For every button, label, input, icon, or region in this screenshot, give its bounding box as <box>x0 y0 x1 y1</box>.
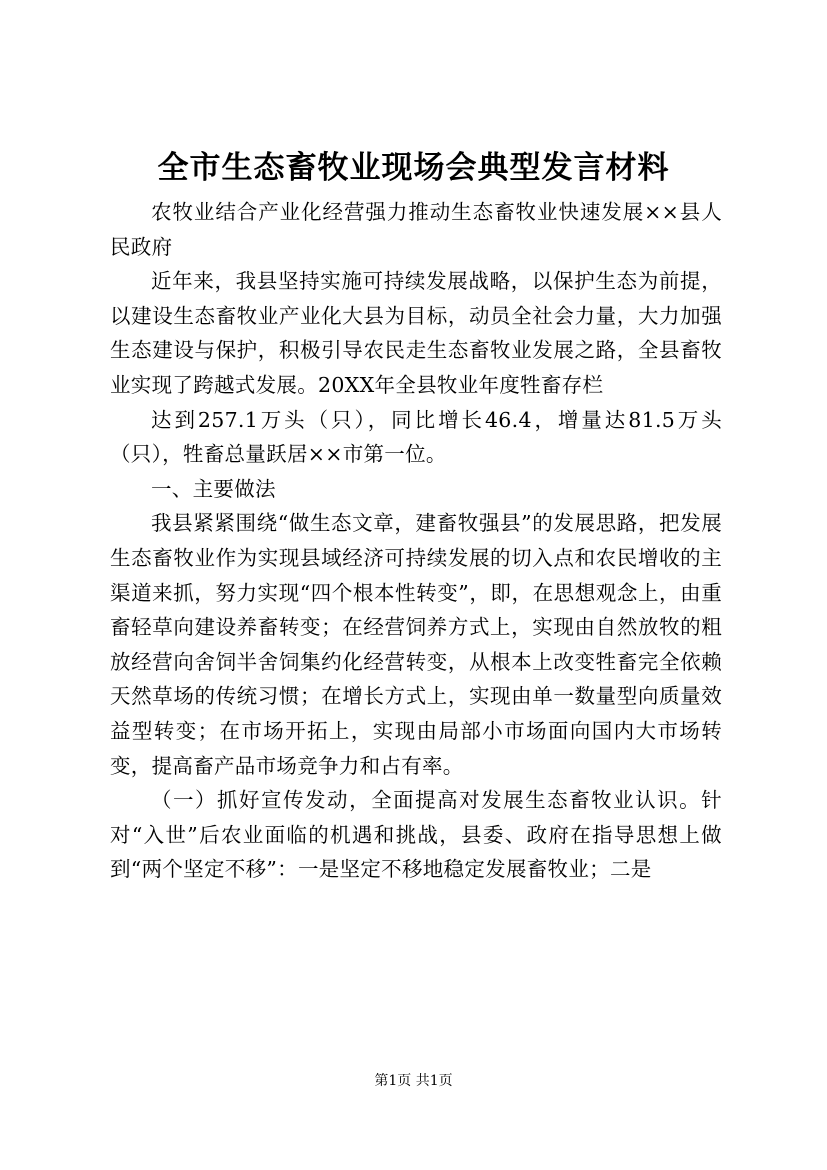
document-title: 全市生态畜牧业现场会典型发言材料 <box>157 150 670 186</box>
document-body <box>110 195 722 887</box>
paragraph-statistics: 达到257.1万头（只），同比增长46.4，增量达81.5万头（只），牲畜总量跃居××市第一位。 <box>110 407 722 467</box>
paragraph-intro: 近年来，我县坚持实施可持续发展战略，以保护生态为前提，以建设生态畜牧业产业化大县为目标，动员全社会力量，大力加强生态建设与保护，积极引导农民走生态畜牧业发展之路，全县畜牧业实现了跨越式发展。20XX年全县牧业年度牲畜存栏 <box>110 269 722 397</box>
paragraph-subtitle: 农牧业结合产业化经营强力推动生态畜牧业快速发展××县人民政府 <box>110 200 722 259</box>
paragraph-approach: 我县紧紧围绕“做生态文章，建畜牧强县”的发展思路，把发展生态畜牧业作为实现县域经济可持续发展的切入点和农民增收的主渠道来抓，努力实现“四个根本性转变”，即，在思想观念上，由重畜轻草向建设养畜转变；在经营饲养方式上，实现由自然放牧的粗放经营向舍饲半舍饲集约化经营转变，从根本上改变牲畜完全依赖天然草场的传统习惯；在增长方式上，实现由单一数量型向质量效益型转变；在市场开拓上，实现由局部小市场面向国内大市场转变，提高畜产品市场竞争力和占有率。 <box>110 511 722 778</box>
page-footer: 第1页 共1页 <box>374 1073 453 1089</box>
paragraph-publicity: （一）抓好宣传发动，全面提高对发展生态畜牧业认识。针对“入世”后农业面临的机遇和挑战，县委、政府在指导思想上做到“两个坚定不移”：一是坚定不移地稳定发展畜牧业；二是 <box>110 788 722 882</box>
section-heading: 一、主要做法 <box>151 476 276 501</box>
